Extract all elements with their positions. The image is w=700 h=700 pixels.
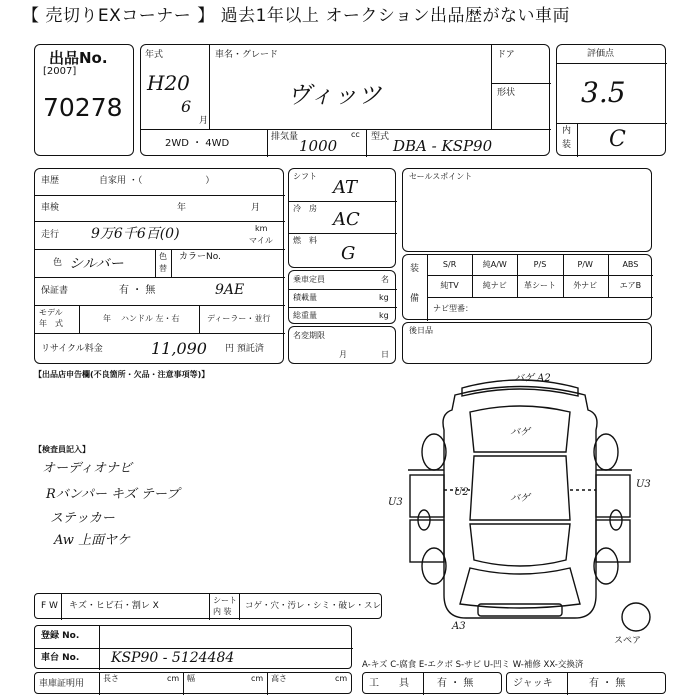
- equip-item: 革シート: [523, 281, 556, 290]
- mark-right: U3: [636, 479, 651, 490]
- deadline-label: 名変期限: [293, 331, 325, 340]
- left-door-rear: [410, 520, 444, 562]
- name-value: ヴィッツ: [287, 81, 382, 109]
- fw-seat-box: [34, 593, 382, 619]
- equip-item: 純A/W: [482, 260, 507, 269]
- fuel-value: G: [341, 243, 356, 264]
- mark-left-door: U2: [454, 487, 469, 498]
- color-no-value: 9AE: [215, 282, 245, 298]
- inspection-month: 月: [251, 203, 261, 213]
- grade-label: 評価点: [587, 49, 615, 59]
- seller-report-label: 【出品店申告欄(不良箇所・欠品・注意事項等)】: [34, 370, 210, 379]
- month-unit: 月: [199, 116, 209, 126]
- registration-box: [34, 625, 352, 669]
- displacement-value: 1000: [299, 137, 338, 155]
- color-change-1: 色: [159, 252, 167, 261]
- month-value: 6: [181, 97, 192, 116]
- equip-label-2: 備: [410, 294, 420, 304]
- capacity-unit: 名: [381, 275, 389, 284]
- recycle-label: リサイクル料金: [41, 344, 103, 354]
- chassis-label: 車台 No.: [41, 653, 80, 663]
- mark-roof: バゲ: [510, 427, 530, 438]
- model-year-label-1: モデル: [39, 308, 63, 317]
- tools-box: [362, 672, 502, 694]
- chassis-value: KSP90 - 5124484: [111, 650, 235, 666]
- inspector-label: 【検査員記入】: [34, 445, 90, 454]
- fw-text: キズ・ヒビ石・割レ X: [69, 601, 159, 611]
- equip-item: 純ナビ: [482, 281, 507, 290]
- lot-year-tag: [2007]: [43, 66, 77, 77]
- lot-label: 出品No.: [49, 49, 108, 67]
- model-value: DBA - KSP90: [393, 137, 493, 155]
- shift-label: シフト: [293, 172, 317, 181]
- cert-label: 車庫証明用: [39, 679, 85, 689]
- year-label: 年式: [145, 50, 164, 60]
- tools-label: 工 具: [369, 678, 409, 689]
- equip-label-1: 装: [410, 264, 420, 274]
- mark-center: バゲ: [510, 493, 530, 504]
- model-label: 型式: [371, 132, 390, 142]
- wheel-rr: [594, 434, 618, 470]
- shape-label: 形状: [497, 88, 516, 98]
- length-unit: cm: [167, 674, 180, 683]
- seat-label-2: 内 装: [213, 607, 232, 616]
- equip-item: 外ナビ: [573, 281, 598, 290]
- load-unit: kg: [379, 293, 389, 302]
- drive-label: 2WD ・ 4WD: [165, 138, 230, 149]
- damage-legend: A-キズ C-腐食 E-エクボ S-サビ U-凹ミ W-補修 XX-交換済: [362, 660, 584, 670]
- mark-left: U3: [388, 497, 403, 508]
- hood: [460, 568, 580, 608]
- displacement-unit: cc: [351, 130, 360, 139]
- tools-options: 有 ・ 無: [437, 678, 474, 689]
- displacement-label: 排気量: [271, 132, 299, 142]
- wheel-fr: [594, 548, 618, 584]
- fw-label: F W: [41, 601, 58, 611]
- gross-unit: kg: [379, 311, 389, 320]
- length-label: 長さ: [103, 674, 119, 683]
- height-unit: cm: [335, 674, 348, 683]
- jack-label: ジャッキ: [513, 678, 553, 689]
- ac-label: 冷 房: [293, 204, 317, 213]
- shift-value: AT: [333, 177, 358, 198]
- mileage-value: 9万6千6百(0): [91, 226, 180, 242]
- wheel-fl: [422, 548, 446, 584]
- door-label: ドア: [497, 50, 515, 60]
- inspector-note-4: Aw 上面ヤケ: [54, 533, 131, 548]
- reg-label: 登録 No.: [41, 631, 80, 641]
- deadline-day: 日: [381, 350, 389, 359]
- model-year-unit: 年: [103, 314, 111, 323]
- equip-item: P/W: [577, 260, 593, 269]
- recycle-value: 11,090: [151, 339, 207, 358]
- handle-label: ハンドル 左・右: [121, 314, 180, 323]
- equip-item: 純TV: [440, 281, 459, 290]
- equip-item: ABS: [622, 260, 639, 269]
- name-label: 車名・グレード: [215, 50, 279, 60]
- inspector-note-2: Rバンパー キズ テープ: [46, 487, 180, 502]
- seat-text: コゲ・穴・汚レ・シミ・破レ・スレ: [245, 601, 382, 611]
- warranty-label: 保証書: [41, 286, 69, 296]
- certificate-box: [34, 672, 352, 694]
- navi-label: ナビ型番：: [433, 304, 473, 313]
- height-label: 高さ: [271, 674, 287, 683]
- dealer-label: ディーラー・並行: [207, 314, 271, 323]
- width-unit: cm: [251, 674, 264, 683]
- sales-label: セールスポイント: [409, 172, 473, 181]
- width-label: 幅: [187, 674, 195, 683]
- model-year-label-2: 年 式: [39, 319, 63, 328]
- color-value: シルバー: [69, 256, 124, 272]
- mileage-unit-mile: マイル: [249, 236, 273, 245]
- interior-value: C: [609, 127, 626, 152]
- equip-item: S/R: [442, 260, 457, 269]
- equip-item: エアB: [619, 281, 642, 290]
- history-label: 車歴: [41, 176, 60, 186]
- right-door-rear: [596, 520, 630, 562]
- gross-label: 総重量: [293, 311, 317, 320]
- wheel-rl: [422, 434, 446, 470]
- warranty-options: 有 ・ 無: [119, 285, 156, 296]
- page-header: 【 売切りEXコーナー 】 過去1年以上 オークション出品歴がない車両: [22, 6, 570, 26]
- load-label: 積載量: [293, 293, 317, 302]
- jack-box: [506, 672, 666, 694]
- interior-label-2: 装: [562, 140, 572, 150]
- jack-options: 有 ・ 無: [589, 678, 626, 689]
- roof: [470, 456, 570, 520]
- mileage-label: 走行: [41, 230, 60, 240]
- fuel-label: 燃 料: [293, 236, 317, 245]
- color-label: 色: [53, 258, 63, 268]
- inspector-note-3: ステッカー: [50, 511, 115, 526]
- deadline-month: 月: [339, 350, 347, 359]
- color-no-label: カラーNo.: [179, 252, 221, 262]
- inspector-note-1: オーディオナビ: [42, 461, 132, 476]
- color-change-2: 替: [159, 264, 167, 273]
- spare-label: スペア: [614, 636, 642, 646]
- mark-top: バゲ A2: [514, 373, 551, 384]
- ac-value: AC: [333, 209, 360, 230]
- inspection-year: 年: [177, 203, 187, 213]
- lot-number: 70278: [43, 93, 123, 122]
- year-value: H20: [147, 71, 190, 95]
- capacity-label: 乗車定員: [293, 275, 325, 284]
- equip-item: P/S: [533, 260, 547, 269]
- windshield: [470, 524, 570, 566]
- interior-label-1: 内: [562, 126, 572, 136]
- spare-wheel: [622, 603, 650, 631]
- history-options: 自家用 ・（ ）: [99, 176, 215, 186]
- grade-score: 3.5: [581, 76, 626, 109]
- mileage-unit-km: km: [255, 224, 268, 233]
- bumper-front: [478, 604, 562, 616]
- mark-bottom: A3: [452, 621, 466, 632]
- seat-label-1: シート: [213, 596, 237, 605]
- later-label: 後日品: [409, 326, 433, 335]
- inspection-label: 車検: [41, 203, 60, 213]
- recycle-unit: 円 預託済: [225, 344, 264, 354]
